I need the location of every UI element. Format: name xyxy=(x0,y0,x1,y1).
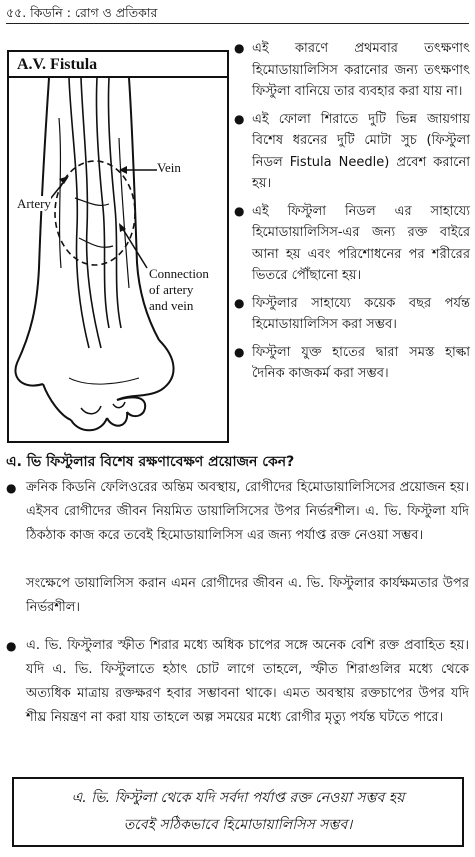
page-header: ৫৫. কিডনি : রোগ ও প্রতিকার xyxy=(6,5,158,20)
figure-title: A.V. Fistula xyxy=(9,52,227,78)
list-item: ● ফিস্টুলার সাহায্যে কয়েক বছর পর্যন্ত হিমোডায়ালিসিস করা সম্ভব। xyxy=(232,293,470,336)
bullet-icon: ● xyxy=(6,639,17,653)
list-item: ● এই ফিস্টুলা নিডল এর সাহায্যে হিমোডায়ালিসিস-এর জন্য রক্ত বাইরে আনা হয় এবং পরিশোধনের পর শরীরের ভিতরে পৌঁছানো হয়। xyxy=(232,201,470,287)
artery-label: Artery xyxy=(17,196,51,211)
list-item: ● এই ফোলা শিরাতে দুটি ভিন্ন জায়গায় বিশেষ ধরনের দুটি মোটা সুচ (ফিস্টুলা নিডল Fistula Needle) প্রবেশ করানো হয়। xyxy=(232,109,470,195)
paragraph-text: ক্রনিক কিডনি ফেলিওরের অন্তিম অবস্থায়, রোগীদের হিমোডায়ালিসিসের প্রয়োজন হয়। এইসব রোগীদের জীবন নিয়মিত ডায়ালিসিসের উপর নির্ভরশীল। এ. ভি. ফিস্টুলা যদি ঠিকঠাক কাজ করে তবেই হিমোডায়ালিসিস এর জন্য পর্যাপ্ত রক্ত নেওয়া সম্ভব। xyxy=(26,480,469,543)
maintenance-paragraph-2 xyxy=(6,634,469,730)
list-item: ● এই কারণে প্রথমবার তৎক্ষণাৎ হিমোডায়ালিসিস করানোর জন্য তৎক্ষণাৎ ফিস্টুলা বানিয়ে তার ব্যবহার করা যায় না। xyxy=(232,38,470,103)
note-line-2: তবেই সঠিকভাবে হিমোডায়ালিসিস সম্ভব। xyxy=(123,817,353,833)
bullet-icon: ● xyxy=(6,481,17,495)
connection-label-1: Connection xyxy=(149,266,209,281)
highlight-note-box xyxy=(12,777,464,847)
paragraph-text: এ. ভি. ফিস্টুলার স্ফীত শিরার মধ্যে অধিক চাপের সঙ্গে অনেক বেশি রক্ত প্রবাহিত হয়। যদি এ. ভি. ফিস্টুলাতে হঠাৎ চোট লাগে তাহলে, স্ফীত শিরাগুলির মধ্যে থেকে অত্যধিক মাত্রায় রক্তক্ষরণ হবার সম্ভাবনা থাকে। এমত অবস্থায় রক্তচাপের উপর যদি শীঘ্র নিয়ন্ত্রণ না করা যায় তাহলে অল্প সময়ের মধ্যে রোগীর মৃত্যু পর্যন্ত ঘটতে পারে। xyxy=(26,638,469,725)
connection-label-2: of artery xyxy=(149,282,194,297)
paragraph-text: সংক্ষেপে ডায়ালিসিস করান এমন রোগীদের জীবন এ. ভি. ফিস্টুলার কার্যক্ষমতার উপর নির্ভরশীল। xyxy=(26,576,469,615)
maintenance-paragraph-1-continued xyxy=(6,572,469,620)
list-item: ● ফিস্টুলা যুক্ত হাতের দ্বারা সমস্ত হাল্কা দৈনিক কাজকর্ম করা সম্ভব। xyxy=(232,342,470,385)
arm-illustration xyxy=(9,78,227,441)
section-heading: এ. ভি ফিস্টুলার বিশেষ রক্ষণাবেক্ষণ প্রয়োজন কেন? xyxy=(6,454,295,470)
header-divider xyxy=(6,23,469,24)
maintenance-paragraph-1 xyxy=(6,476,469,548)
note-line-1: এ. ভি. ফিস্টুলা থেকে যদি সর্বদা পর্যাপ্ত রক্ত নেওয়া সম্ভব হয় xyxy=(71,790,405,806)
fistula-facts-list xyxy=(232,38,470,385)
vein-label: Vein xyxy=(157,160,181,175)
connection-label-3: and vein xyxy=(149,298,194,313)
av-fistula-figure xyxy=(7,50,229,443)
